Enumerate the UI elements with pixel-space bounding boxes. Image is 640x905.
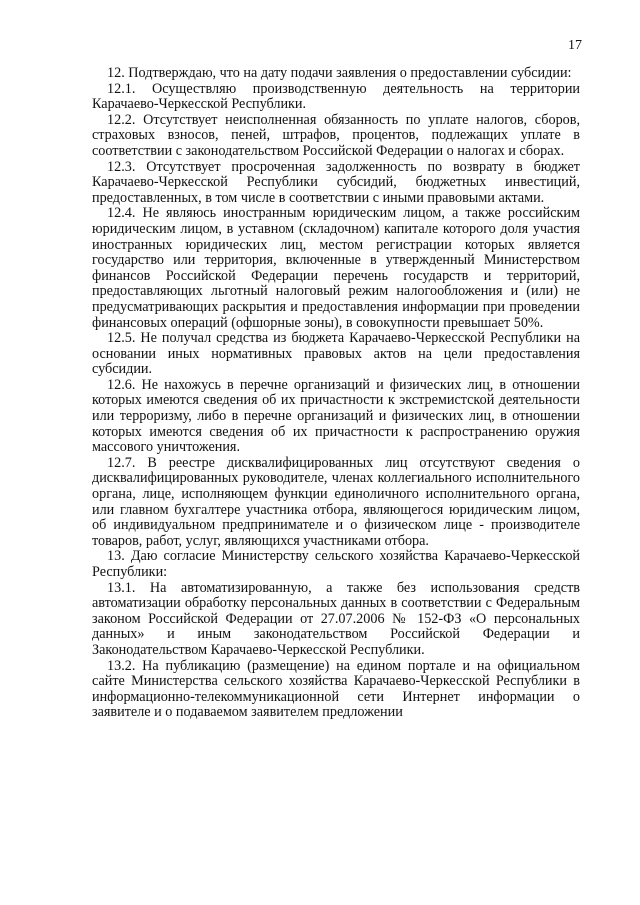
paragraph-12-6: 12.6. Не нахожусь в перечне организаций и физических лиц, в отношении которых имеются сведения об их причастности к экстремистской деятельности или терроризму, либо в перечне организаций и физических лиц, в отношении которых имеются сведения об их причастности к распространению оружия массового уничтожения. [92,376,580,456]
paragraph-12: 12. Подтверждаю, что на дату подачи заявления о предоставлении субсидии: [107,65,572,81]
paragraph-12-7: 12.7. В реестре дисквалифицированных лиц отсутствуют сведения о дисквалифицированных руководителе, членах коллегиального исполнительного органа, лице, исполняющем функции единоличного исполнительного органа, или главном бухгалтере участника отбора, являющегося юридическим лицом, об индивидуальном предпринимателе и о физическом лице - производителе товаров, работ, услуг, являющихся участниками отбора. [92,454,580,549]
paragraph-12-4: 12.4. Не являюсь иностранным юридическим лицом, а также российским юридическим лицом, в уставном (складочном) капитале которого доля участия иностранных юридических лиц, местом регистрации которых является государство или территория, включенные в утвержденный Министерством финансов Российской Федерации перечень государств и территорий, предоставляющих льготный налоговый режим налогообложения и (или) не предусматривающих раскрытия и предоставления информации при проведении финансовых операций (офшорные зоны), в совокупности превышает 50%. [92,205,580,331]
paragraph-12-1: 12.1. Осуществляю производственную деятельность на территории Карачаево-Черкесской Республики. [92,80,580,113]
document-body [92,66,580,721]
paragraph-12-3: 12.3. Отсутствует просроченная задолженность по возврату в бюджет Карачаево-Черкесской Республики субсидий, бюджетных инвестиций, предоставленных, в том числе в соответствии с иными правовыми актами. [92,158,580,206]
paragraph-12-5: 12.5. Не получал средства из бюджета Карачаево-Черкесской Республики на основании иных нормативных правовых актов на цели предоставления субсидии. [92,330,580,378]
paragraph-12-2: 12.2. Отсутствует неисполненная обязанность по уплате налогов, сборов, страховых взносов, пеней, штрафов, процентов, подлежащих уплате в соответствии с законодательством Российской Федерации о налогах и сборах. [92,111,580,159]
paragraph-13-2: 13.2. На публикацию (размещение) на едином портале и на официальном сайте Министерства сельского хозяйства Карачаево-Черкесской Республики в информационно-телекоммуникационной сети Интернет информации о заявителе и о подаваемом заявителем предложении [92,657,580,721]
page-number: 17 [568,38,582,53]
paragraph-13: 13. Даю согласие Министерству сельского хозяйства Карачаево-Черкесской Республики: [92,548,580,580]
paragraph-13-1: 13.1. На автоматизированную, а также без использования средств автоматизации обработку персональных данных в соответствии с Федеральным законом Российской Федерации от 27.07.2006 № 152-ФЗ «О персональных данных» и иным законодательством Российской Федерации и Законодательством Карачаево-Черкесской Республики. [92,579,580,658]
